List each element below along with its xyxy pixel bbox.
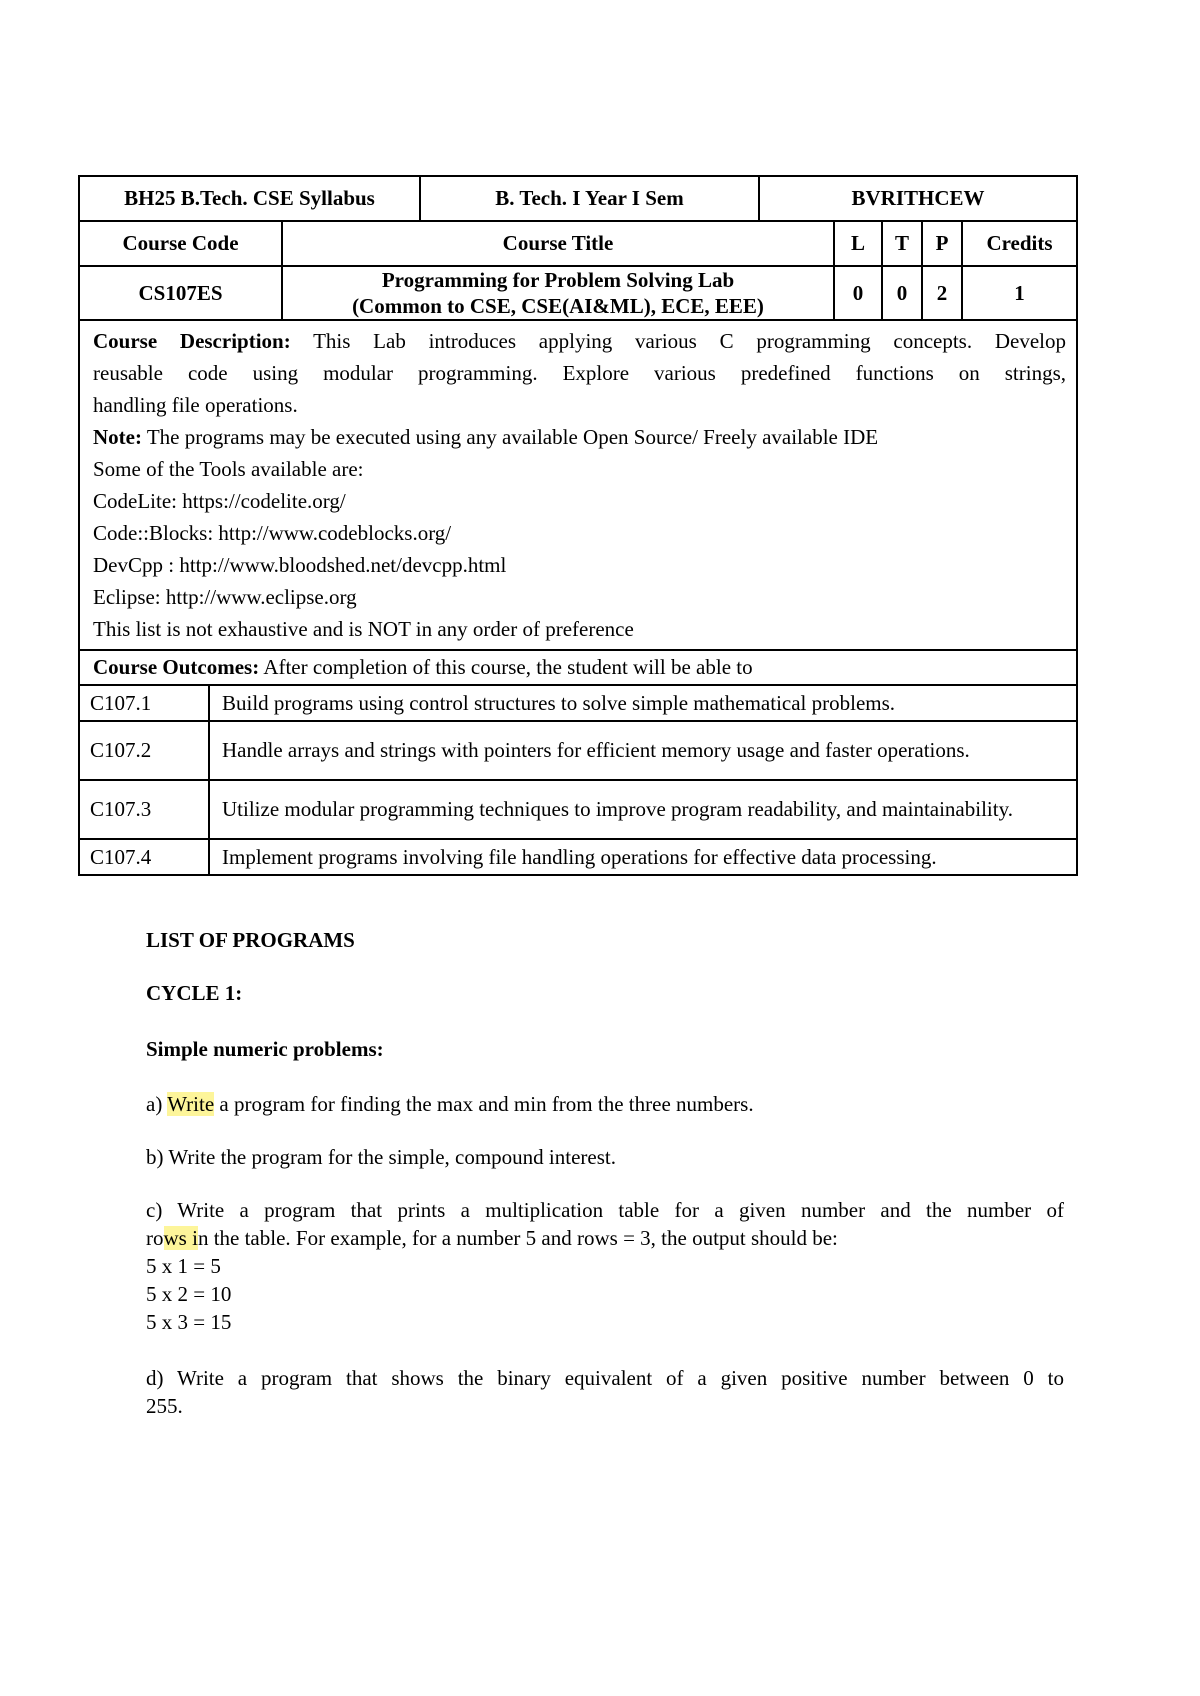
note-line [93, 421, 1066, 453]
course-outcomes-header [80, 651, 1076, 686]
course-code: CS107ES [80, 267, 283, 319]
outcome-id: C107.2 [80, 722, 210, 779]
program-c-text-pre: ro [146, 1226, 164, 1250]
outcome-row [80, 781, 1076, 840]
outcome-id: C107.3 [80, 781, 210, 838]
tool-codelite: CodeLite: https://codelite.org/ [93, 489, 346, 513]
tools-intro: Some of the Tools available are: [93, 457, 364, 481]
year-semester: B. Tech. I Year I Sem [421, 177, 760, 220]
tools-disclaimer: This list is not exhaustive and is NOT in any order of preference [93, 617, 634, 641]
outcome-text: Build programs using control structures to solve simple mathematical problems. [222, 690, 896, 715]
program-b: b) Write the program for the simple, compound interest. [146, 1145, 616, 1169]
syllabus-table [78, 175, 1078, 876]
cycle-heading: CYCLE 1: [146, 981, 243, 1005]
outcomes-label: Course Outcomes: [93, 655, 260, 679]
description-text1: This Lab introduces applying various C programming concepts. Develop [313, 329, 1066, 353]
tutorial-label: T [883, 222, 923, 265]
college-code: BVRITHCEW [851, 186, 985, 210]
program-c-line2 [146, 1224, 1064, 1252]
course-description [80, 321, 1076, 651]
section-heading: Simple numeric problems: [146, 1037, 384, 1061]
outcome-id: C107.4 [80, 840, 210, 874]
program-d-line1: d) Write a program that shows the binary equivalent of a given positive number between 0 to [146, 1366, 1064, 1390]
program-c-line1: c) Write a program that prints a multiplication table for a given number and the number of [146, 1198, 1064, 1222]
course-title-label: Course Title [283, 222, 835, 265]
note-text: The programs may be executed using any available Open Source/ Freely available IDE [146, 425, 879, 449]
syllabus-name: BH25 B.Tech. CSE Syllabus [80, 177, 421, 220]
output-line: 5 x 1 = 5 [146, 1254, 221, 1278]
description-line2: reusable code using modular programming. Explore various predefined functions on strings, [93, 361, 1066, 385]
course-title [283, 267, 835, 319]
lecture-label: L [835, 222, 883, 265]
course-title-line1: Programming for Problem Solving Lab [381, 268, 735, 292]
output-line: 5 x 3 = 15 [146, 1310, 232, 1334]
lecture-hours: 0 [835, 267, 883, 319]
program-c-text: n the table. For example, for a number 5 and rows = 3, the output should be: [197, 1226, 838, 1250]
course-title-line2: (Common to CSE, CSE(AI&ML), ECE, EEE) [352, 294, 764, 318]
practical-label: P [923, 222, 963, 265]
program-a-prefix: a) [146, 1092, 168, 1116]
outcome-text: Handle arrays and strings with pointers for efficient memory usage and faster operations. [222, 738, 970, 762]
outcome-row [80, 722, 1076, 781]
program-c [146, 1196, 1064, 1336]
credits-label: Credits [986, 231, 1053, 255]
description-label: Course Description: [93, 329, 291, 353]
outcome-row [80, 840, 1076, 874]
credits-value: 1 [1014, 280, 1025, 305]
tool-eclipse: Eclipse: http://www.eclipse.org [93, 585, 357, 609]
programs-heading: LIST OF PROGRAMS [146, 928, 355, 952]
description-line3: handling file operations. [93, 393, 298, 417]
outcome-text: Implement programs involving file handling operations for effective data processing. [222, 844, 937, 869]
table-header-row [80, 177, 1076, 222]
program-d-line2: 255. [146, 1394, 183, 1418]
tool-codeblocks: Code::Blocks: http://www.codeblocks.org/ [93, 521, 452, 545]
program-a [146, 1090, 1064, 1118]
program-d [146, 1364, 1064, 1420]
note-label: Note: [93, 425, 142, 449]
highlighted-text: ws i [163, 1226, 198, 1250]
outcome-id: C107.1 [80, 686, 210, 720]
tool-devcpp: DevCpp : http://www.bloodshed.net/devcpp.html [93, 553, 507, 577]
course-header-row [80, 222, 1076, 267]
highlighted-text: Write [167, 1092, 215, 1116]
practical-hours: 2 [923, 267, 963, 319]
outcome-row [80, 686, 1076, 722]
outcomes-intro: After completion of this course, the student will be able to [263, 655, 753, 679]
course-code-label: Course Code [80, 222, 283, 265]
course-row [80, 267, 1076, 321]
tutorial-hours: 0 [883, 267, 923, 319]
outcome-text: Utilize modular programming techniques to improve program readability, and maintainability. [222, 797, 1013, 821]
output-line: 5 x 2 = 10 [146, 1282, 232, 1306]
program-a-text: a program for finding the max and min from the three numbers. [214, 1092, 754, 1116]
description-line1 [93, 325, 1066, 357]
